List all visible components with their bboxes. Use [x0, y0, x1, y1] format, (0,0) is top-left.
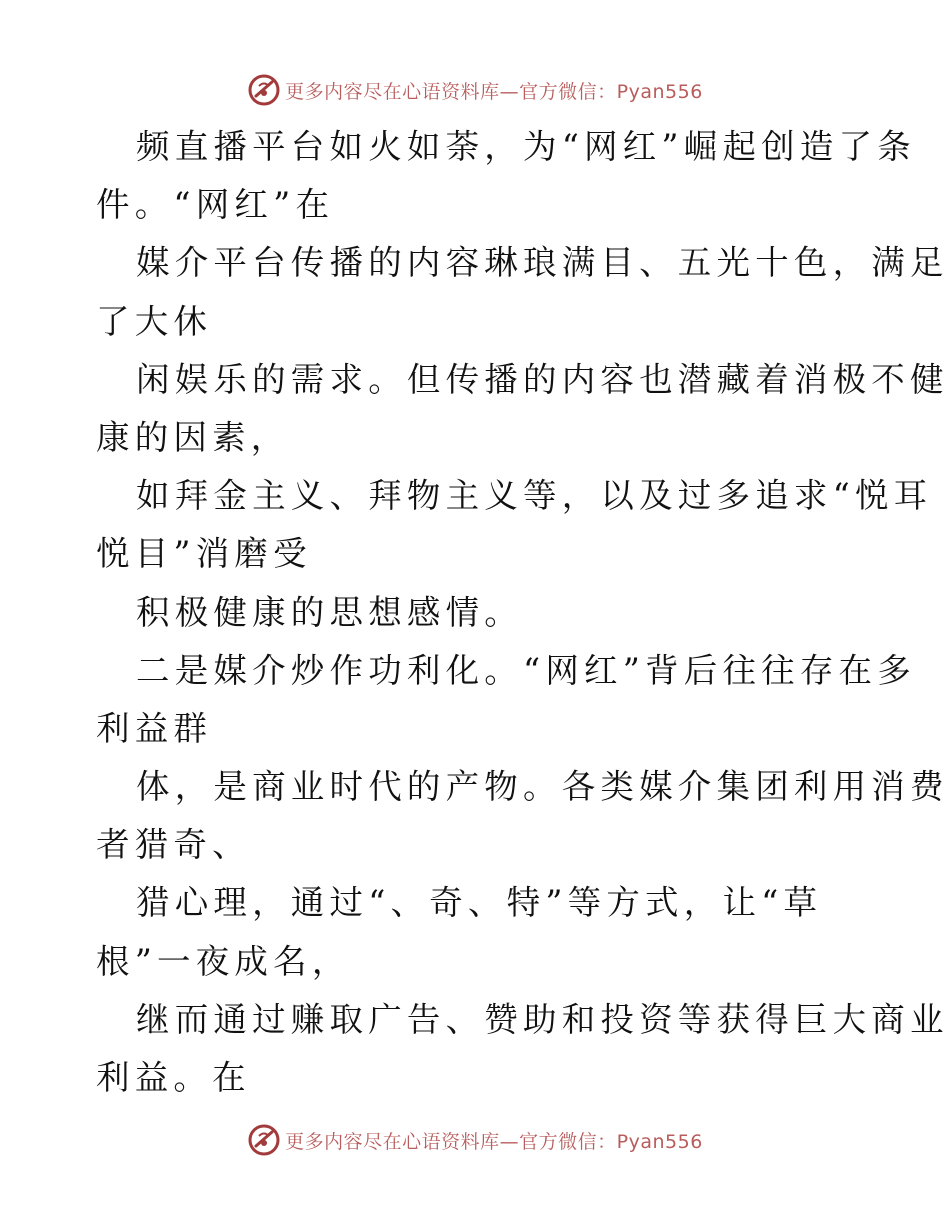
text-line: 继而通过赚取广告、赞助和投资等获得巨大商业: [136, 999, 949, 1039]
text-line: 了大休: [96, 301, 213, 341]
text-line: 如拜金主义、拜物主义等，以及过多追求“悦耳: [136, 476, 933, 516]
text-line: 利益。在: [96, 1058, 251, 1097]
text-line: 者猎奇、: [96, 825, 251, 865]
text-line: 积极健康的思想感情。: [136, 592, 523, 632]
text-line: 件。“网红”在: [96, 185, 335, 225]
text-line: 根”一夜成名，: [96, 941, 351, 981]
text-line: 利益群: [96, 708, 213, 748]
header-watermark: [0, 70, 950, 110]
text-line: 频直播平台如火如荼，为“网红”崛起创造了条: [136, 127, 916, 166]
document-body: [96, 118, 949, 1107]
text-line: 猎心理，通过“、奇、特”等方式，让“草: [136, 883, 823, 923]
watermark-text: 更多内容尽在心语资料库—官方微信：Pyan556: [285, 80, 703, 103]
text-line: 康的因素，: [96, 417, 290, 457]
seal-logo-icon: [247, 1123, 281, 1157]
text-line: 媒介平台传播的内容琳琅满目、五光十色，满足: [136, 243, 949, 283]
footer-watermark: [0, 1120, 950, 1160]
watermark-text: 更多内容尽在心语资料库—官方微信：Pyan556: [285, 1130, 703, 1153]
seal-logo-icon: [247, 73, 281, 107]
text-line: 闲娱乐的需求。但传播的内容也潜藏着消极不健: [136, 359, 949, 399]
text-line: 二是媒介炒作功利化。“网红”背后往往存在多: [136, 650, 916, 690]
text-line: 体，是商业时代的产物。各类媒介集团利用消费: [136, 767, 949, 807]
text-line: 悦目”消磨受: [96, 534, 312, 574]
